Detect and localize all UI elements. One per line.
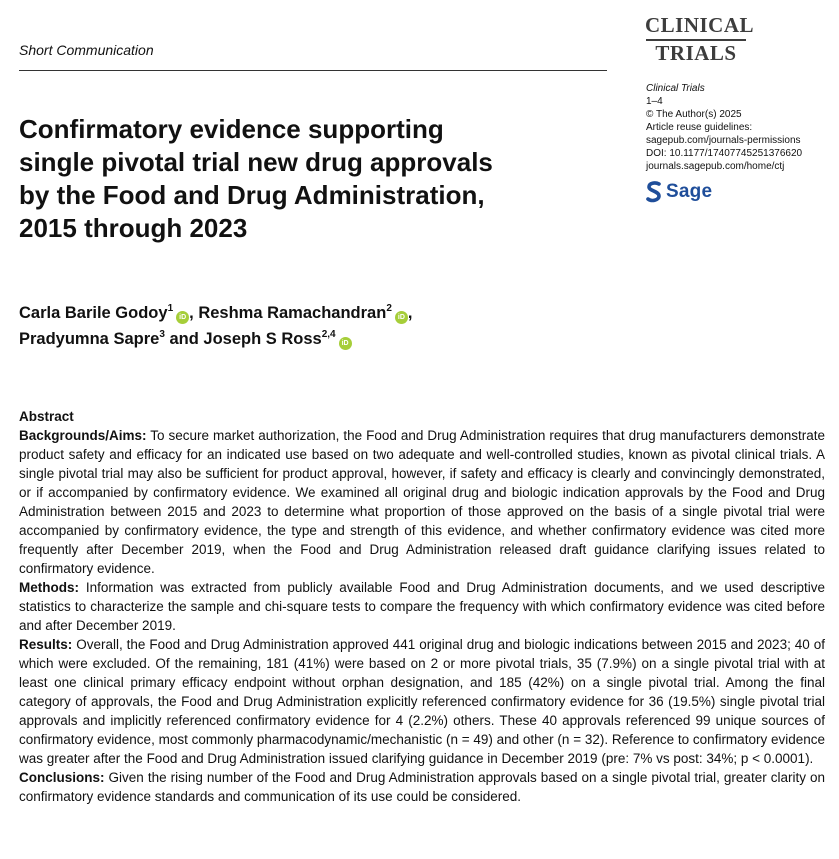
methods-label: Methods:	[19, 580, 79, 595]
title-line-2: single pivotal trial new drug approvals	[19, 147, 493, 177]
author-name[interactable]: Carla Barile Godoy	[19, 304, 168, 322]
article-type-label: Short Communication	[19, 42, 154, 58]
author-list	[19, 300, 619, 352]
abstract-background	[19, 426, 825, 578]
article-metadata	[646, 82, 836, 173]
separator: ,	[407, 304, 413, 322]
publisher-logo[interactable]	[646, 180, 712, 204]
results-label: Results:	[19, 637, 73, 652]
page-range: 1–4	[646, 96, 663, 107]
author-line-1	[19, 300, 619, 326]
author-name[interactable]: Joseph S Ross	[203, 330, 322, 348]
orcid-icon[interactable]: iD	[339, 337, 352, 350]
sage-s-icon	[646, 181, 662, 203]
affiliation-marker[interactable]: 3	[159, 328, 165, 340]
author-line-2	[19, 326, 619, 352]
author-name[interactable]: Reshma Ramachandran	[198, 304, 387, 322]
author-name[interactable]: Pradyumna Sapre	[19, 330, 160, 348]
title-line-4: 2015 through 2023	[19, 213, 248, 243]
reuse-label: Article reuse guidelines:	[646, 122, 753, 133]
separator: ,	[189, 304, 194, 322]
header-rule	[19, 70, 607, 71]
journal-logo[interactable]	[645, 13, 755, 65]
article-title	[19, 113, 619, 245]
journal-name: Clinical Trials	[646, 83, 705, 94]
publisher-name: Sage	[666, 181, 713, 202]
abstract-results	[19, 635, 825, 768]
conclusions-text: Given the rising number of the Food and Drug Administration approvals based on a single pivotal trial, greater clarity on confirmatory evidence standards and communication of its use could be considered.	[19, 770, 825, 804]
background-label: Backgrounds/Aims:	[19, 428, 147, 443]
results-text: Overall, the Food and Drug Administration approved 441 original drug and biologic indications between 2015 and 2023; 40 of which were excluded. Of the remaining, 181 (41%) were based on 2 or more pivotal trials, 35 (7.9%) on a single pivotal trial with at least one clinical primary efficacy endpoint without orphan designation, and 185 (42%) on a single pivotal trial. Among the final category of approvals, the Food and Drug Administration explicitly referenced confirmatory evidence for 36 (19.5%) single pivotal trial approvals and implicitly referenced confirmatory evidence for 4 (2.2%) others. These 40 approvals referenced 99 unique sources of confirmatory evidence, most commonly pharmacodynamic/mechanistic (n = 49) and other (n = 32). Reference to confirmatory evidence was greater after the Food and Drug Administration issued clarifying guidance in December 2019 (pre: 7% vs post: 34%; p < 0.0001).	[19, 637, 825, 766]
methods-text: Information was extracted from publicly available Food and Drug Administration documents, and we used descriptive statistics to characterize the sample and chi-square tests to compare the frequency with which confirmatory evidence was cited before and after December 2019.	[19, 580, 825, 633]
affiliation-marker[interactable]: 1	[167, 302, 174, 314]
copyright: © The Author(s) 2025	[646, 109, 742, 120]
journal-logo-line2: TRIALS	[655, 41, 737, 65]
title-line-3: by the Food and Drug Administration,	[19, 180, 485, 210]
abstract	[19, 407, 825, 806]
orcid-icon[interactable]: iD	[395, 311, 408, 324]
orcid-icon[interactable]: iD	[176, 311, 189, 324]
background-text: To secure market authorization, the Food and Drug Administration requires that drug manufacturers demonstrate product safety and efficacy for an indicated use based on two adequate and well-controlled studies, known as pivotal clinical trials. A single pivotal trial may also be sufficient for product approval, however, if safety and efficacy is clearly and convincingly demonstrated, or if accompanied by confirmatory evidence. We examined all original drug and biologic indication approvals by the Food and Drug Administration between 2015 and 2023 to determine what proportion of those approved on the basis of a single pivotal trial were accompanied by confirmatory evidence, the type and strength of this evidence, and whether confirmatory evidence was cited more frequently after December 2019, when the Food and Drug Administration released draft guidance clarifying issues related to confirmatory evidence.	[19, 428, 825, 576]
journal-link[interactable]: journals.sagepub.com/home/ctj	[646, 161, 785, 172]
affiliation-marker[interactable]: 2	[386, 302, 392, 314]
abstract-conclusions	[19, 768, 825, 806]
doi[interactable]: DOI: 10.1177/17407745251376620	[646, 148, 803, 159]
conclusions-label: Conclusions:	[19, 770, 105, 785]
author-connector: and	[169, 330, 199, 348]
journal-logo-line1: CLINICAL	[645, 13, 755, 37]
title-line-1: Confirmatory evidence supporting	[19, 114, 444, 144]
abstract-methods	[19, 578, 825, 635]
abstract-heading: Abstract	[19, 409, 74, 424]
reuse-link[interactable]: sagepub.com/journals-permissions	[646, 135, 801, 146]
affiliation-marker[interactable]: 2,4	[321, 328, 336, 340]
